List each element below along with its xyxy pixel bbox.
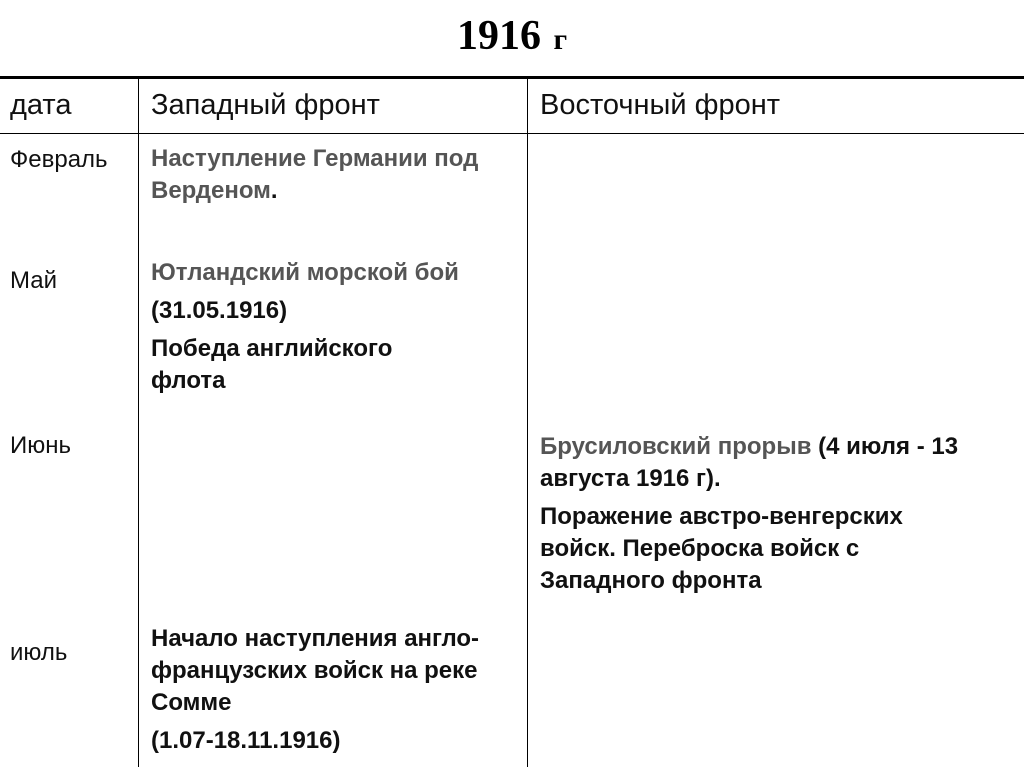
- title-year: 1916: [456, 13, 541, 59]
- date-june: Июнь: [10, 432, 72, 459]
- event-jutland-name: Ютландский морской бой: [151, 259, 459, 286]
- event-somme-text: Начало наступления англо-французских войск на реке Сомме: [151, 625, 480, 716]
- event-verdun-text: Наступление Германии под Верденом: [151, 145, 479, 204]
- header-bottom-border: [0, 133, 1024, 134]
- event-jutland-result: Победа английского флота: [151, 335, 393, 394]
- event-brusilov-line: [540, 431, 1010, 495]
- event-somme-date: (1.07-18.11.1916): [151, 727, 341, 754]
- event-jutland: [151, 257, 521, 397]
- event-brusilov-dates: (4 июля - 13 августа 1916 г).: [540, 433, 959, 492]
- date-may: Май: [10, 267, 58, 294]
- event-brusilov-defeat: Поражение австро-венгерских войск. Переброска войск с Западного фронта: [540, 503, 903, 594]
- title-unit: г: [553, 23, 568, 56]
- column-divider-1: [138, 76, 139, 767]
- header-eastern-front: Восточный фронт: [540, 89, 781, 121]
- event-jutland-date: (31.05.1916): [151, 297, 288, 324]
- event-brusilov-name: Брусиловский прорыв: [540, 433, 812, 460]
- event-somme: [151, 623, 523, 757]
- date-february: Февраль: [10, 146, 108, 173]
- header-date: дата: [10, 89, 72, 121]
- page-title: [0, 6, 1024, 66]
- header-western-front: Западный фронт: [151, 89, 380, 121]
- event-brusilov: [540, 431, 1010, 597]
- date-july: июль: [10, 639, 68, 666]
- event-verdun: [151, 143, 521, 207]
- column-divider-2: [527, 76, 528, 767]
- event-verdun-period: .: [270, 177, 278, 204]
- table-top-border: [0, 76, 1024, 79]
